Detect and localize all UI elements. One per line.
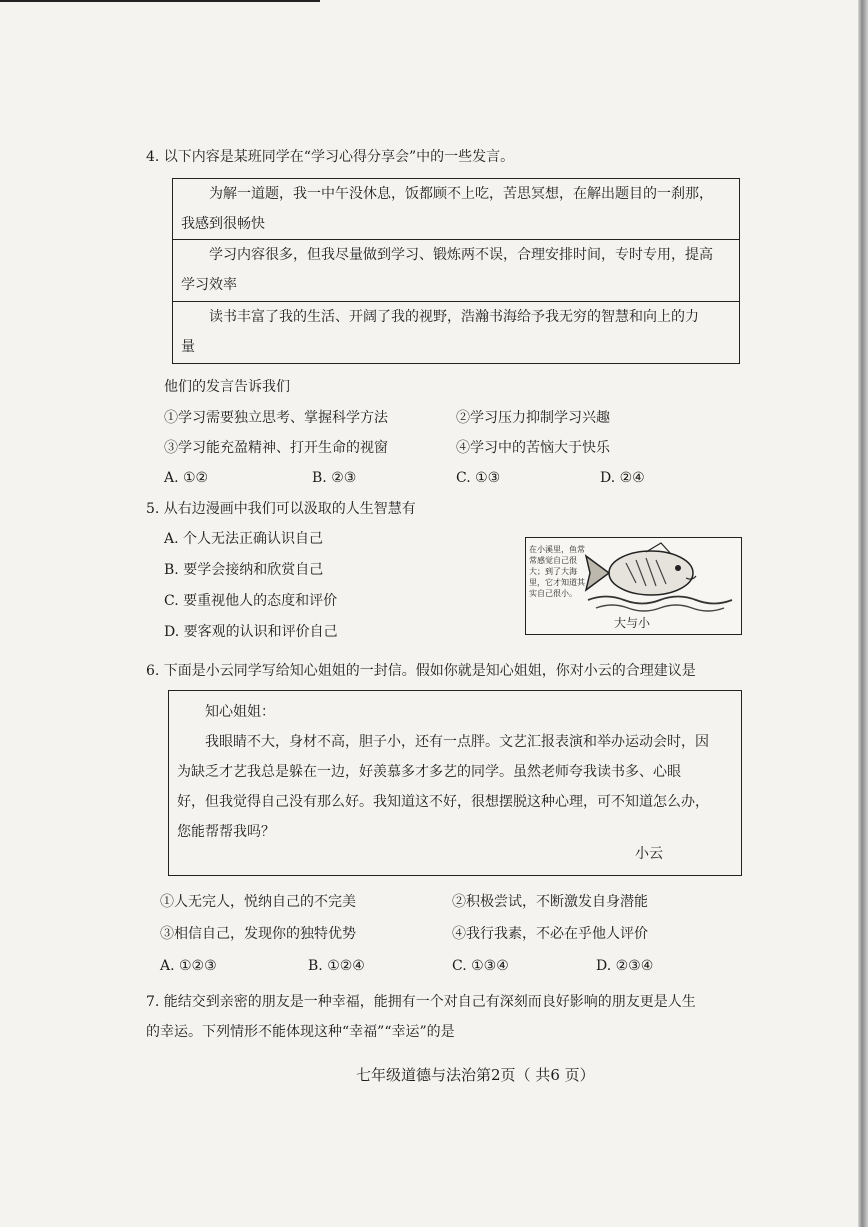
q5-cartoon [525, 537, 742, 635]
fish-illustration [526, 538, 741, 618]
q6-letter-body [205, 697, 735, 727]
letter-line: 为缺乏才艺我总是躲在一边，好羡慕多才多艺的同学。虽然老师夸我读书多、心眼 [177, 764, 681, 780]
q4-quote-table [172, 178, 740, 364]
q4-statement-1: ①学习需要独立思考、掌握科学方法 [164, 410, 388, 426]
q4-statement-2: ②学习压力抑制学习兴趣 [456, 410, 610, 426]
q4-quote-row [173, 240, 739, 302]
letter-line: 您能帮帮我吗？ [177, 824, 275, 840]
q7-stem-line-1: 7. 能结交到亲密的朋友是一种幸福，能拥有一个对自己有深刻而良好影响的朋友更是人生 [146, 994, 696, 1010]
q6-option-d: D. ②③④ [596, 958, 654, 974]
q4-statement-3: ③学习能充盈精神、打开生命的视窗 [164, 440, 388, 456]
q4-quote-line: 量 [181, 339, 195, 355]
page-footer: 七年级道德与法治第2页（ 共6 页） [356, 1066, 595, 1084]
q4-option-c: C. ①③ [456, 470, 501, 486]
q6-letter-box [168, 690, 742, 876]
q5-option-d: D. 要客观的认识和评价自己 [164, 624, 338, 640]
letter-line: 我眼睛不大，身材不高，胆子小，还有一点胖。文艺汇报表演和举办运动会时，因 [205, 734, 709, 750]
q6-option-c: C. ①③④ [452, 958, 509, 974]
cartoon-speech-text: 在小溪里，鱼常常感觉自己很大；到了大海里，它才知道其实自己很小。 [529, 545, 585, 598]
q4-quote-line: 为解一道题，我一中午没休息，饭都顾不上吃，苦思冥想，在解出题目的一刹那， [209, 186, 713, 202]
q4-quote-line: 学习内容很多，但我尽量做到学习、锻炼两不误，合理安排时间，专时专用，提高 [209, 247, 713, 263]
q6-statement-2: ②积极尝试，不断激发自身潜能 [452, 894, 648, 910]
q5-option-a: A. 个人无法正确认识自己 [164, 531, 324, 547]
letter-line: 好，但我觉得自己没有那么好。我知道这不好，很想摆脱这种心理，可不知道怎么办， [177, 794, 709, 810]
q4-quote-line: 学习效率 [181, 277, 237, 293]
letter-signature: 小云 [635, 846, 663, 862]
q6-option-b: B. ①②④ [308, 958, 365, 974]
letter-greeting: 知心姐姐： [205, 704, 275, 720]
q6-option-a: A. ①②③ [160, 958, 217, 974]
q5-option-b: B. 要学会接纳和欣赏自己 [164, 562, 324, 578]
q6-stem: 6. 下面是小云同学写给知心姐姐的一封信。假如你就是知心姐姐，你对小云的合理建议是 [146, 663, 696, 679]
q6-statement-3: ③相信自己，发现你的独特优势 [160, 926, 356, 942]
q4-lead: 他们的发言告诉我们 [164, 379, 290, 395]
q4-stem: 4. 以下内容是某班同学在“学习心得分享会”中的一些发言。 [146, 149, 515, 165]
scan-top-rule [0, 0, 320, 2]
q4-quote-row [173, 302, 739, 363]
q4-quote-line: 我感到很畅快 [181, 216, 265, 232]
q4-statement-4: ④学习中的苦恼大于快乐 [456, 440, 610, 456]
q6-statement-4: ④我行我素，不必在乎他人评价 [452, 926, 648, 942]
q4-quote-row [173, 179, 739, 240]
cartoon-caption: 大与小 [614, 616, 651, 630]
q4-option-b: B. ②③ [312, 470, 357, 486]
q6-statement-1: ①人无完人，悦纳自己的不完美 [160, 894, 356, 910]
scan-edge [858, 0, 868, 1227]
q5-stem: 5. 从右边漫画中我们可以汲取的人生智慧有 [146, 501, 416, 517]
q7-stem-line-2: 的幸运。下列情形不能体现这种“幸福”“幸运”的是 [146, 1024, 455, 1040]
q5-option-c: C. 要重视他人的态度和评价 [164, 593, 338, 609]
q4-option-d: D. ②④ [600, 470, 645, 486]
q6-letter-text [177, 727, 737, 847]
q4-option-a: A. ①② [164, 470, 209, 486]
q4-quote-line: 读书丰富了我的生活、开阔了我的视野，浩瀚书海给予我无穷的智慧和向上的力 [209, 309, 699, 325]
